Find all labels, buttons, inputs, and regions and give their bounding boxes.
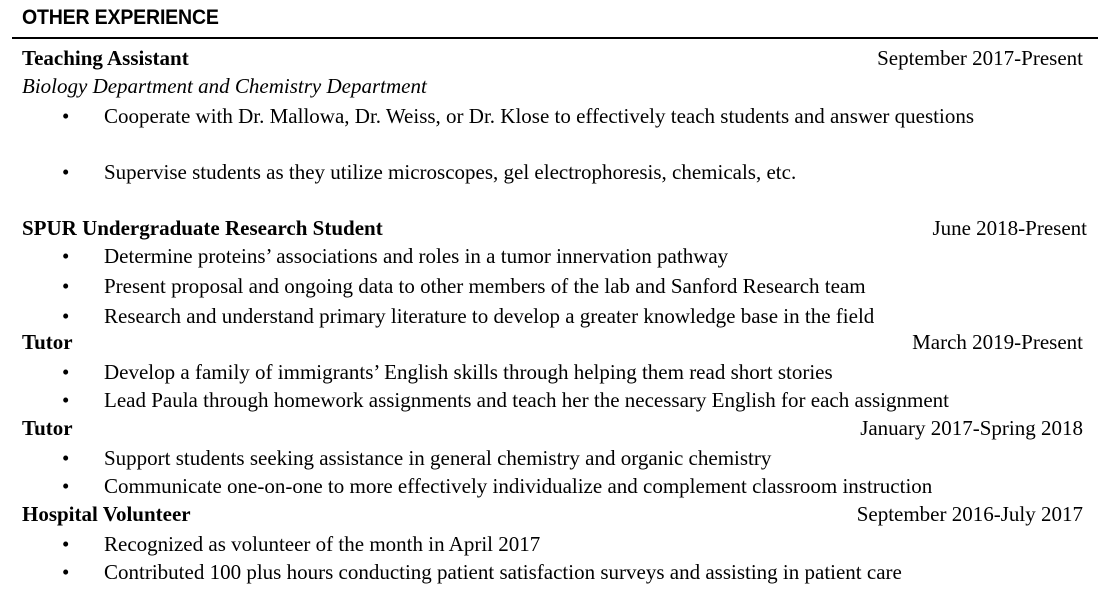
job-header <box>22 415 1083 441</box>
list-item <box>62 103 1022 130</box>
section-divider <box>12 37 1098 39</box>
list-item <box>62 273 1022 300</box>
bullet-icon: • <box>62 474 70 498</box>
section-title: OTHER EXPERIENCE <box>22 6 219 29</box>
bullet-text: Determine proteins’ associations and roles in a tumor innervation pathway <box>104 244 729 268</box>
bullet-text: Present proposal and ongoing data to other members of the lab and Sanford Research team <box>104 274 866 298</box>
job-date: September 2017-Present <box>877 46 1083 70</box>
bullet-icon: • <box>62 388 70 412</box>
bullet-icon: • <box>62 560 70 584</box>
bullet-text: Supervise students as they utilize microscopes, gel electrophoresis, chemicals, etc. <box>104 160 797 184</box>
list-item <box>62 303 1022 330</box>
bullet-text: Support students seeking assistance in general chemistry and organic chemistry <box>104 446 772 470</box>
job-header <box>22 329 1083 355</box>
job-title: Hospital Volunteer <box>22 502 191 526</box>
bullet-text: Recognized as volunteer of the month in April 2017 <box>104 532 541 556</box>
bullet-icon: • <box>62 160 70 184</box>
bullet-text: Communicate one-on-one to more effectively individualize and complement classroom instruction <box>104 474 933 498</box>
job-date: January 2017-Spring 2018 <box>860 416 1083 440</box>
bullet-icon: • <box>62 532 70 556</box>
job-header <box>22 45 1083 71</box>
job-header <box>22 501 1083 527</box>
list-item <box>62 473 1062 500</box>
list-item <box>62 559 1052 586</box>
bullet-text: Lead Paula through homework assignments and teach her the necessary English for each assignment <box>104 388 949 412</box>
job-date: March 2019-Present <box>912 330 1083 354</box>
job-title: Tutor <box>22 330 73 354</box>
bullet-icon: • <box>62 304 70 328</box>
job-title: Tutor <box>22 416 73 440</box>
bullet-text: Cooperate with Dr. Mallowa, Dr. Weiss, or Dr. Klose to effectively teach students and answer questions <box>104 104 975 128</box>
list-item <box>62 387 1072 414</box>
job-title: Teaching Assistant <box>22 46 189 70</box>
bullet-text: Research and understand primary literature to develop a greater knowledge base in the field <box>104 304 875 328</box>
list-item <box>62 445 1022 472</box>
bullet-icon: • <box>62 104 70 128</box>
list-item <box>62 359 1022 386</box>
job-title: SPUR Undergraduate Research Student <box>22 216 383 240</box>
bullet-icon: • <box>62 244 70 268</box>
job-subtitle: Biology Department and Chemistry Department <box>22 74 427 98</box>
bullet-text: Develop a family of immigrants’ English skills through helping them read short stories <box>104 360 833 384</box>
list-item <box>62 531 1022 558</box>
bullet-icon: • <box>62 446 70 470</box>
bullet-icon: • <box>62 360 70 384</box>
list-item <box>62 243 1022 270</box>
job-header <box>22 215 1087 241</box>
bullet-text: Contributed 100 plus hours conducting patient satisfaction surveys and assisting in patient care <box>104 560 902 584</box>
job-date: June 2018-Present <box>932 216 1087 240</box>
list-item <box>62 159 1022 186</box>
bullet-icon: • <box>62 274 70 298</box>
job-date: September 2016-July 2017 <box>856 502 1083 526</box>
